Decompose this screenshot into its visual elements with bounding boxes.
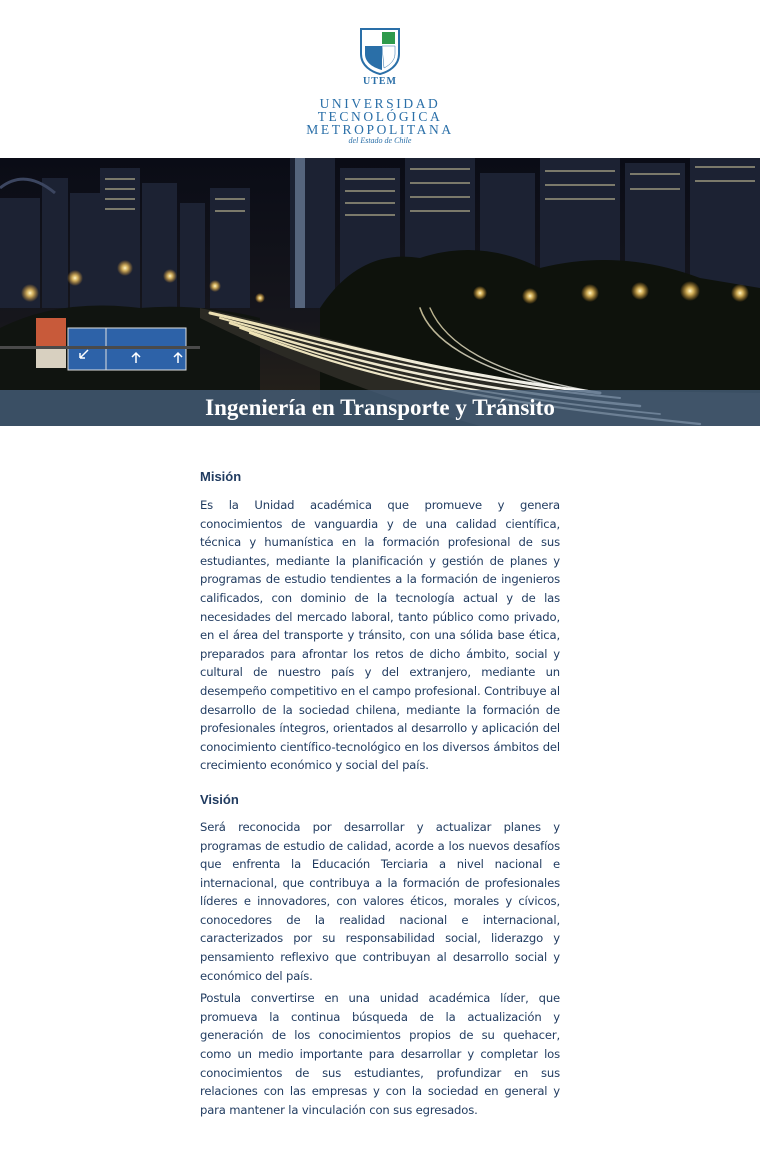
mision-heading: Misión (200, 469, 242, 484)
mision-paragraph: Es la Unidad académica que promueve y genera conocimientos de vanguardia y de una calidad científica, técnica y humanística en la formación profesional de sus estudiantes, mediante la planificación y gestión de planes y programas de estudio tendientes a la formación de ingenieros calificados, con dominio de la tecnología actual y de las necesidades del mercado laboral, tanto público como privado, en el área del transporte y tránsito, con una sólida base ética, preparados para afrontar los retos de dicho ámbito, social y cultural de nuestro país y del extranjero, mediante un desempeño competitivo en el campo profesional. Contribuye al desarrollo de la sociedad chilena, mediante la formación de profesionales íntegros, orientados al desarrollo y aplicación del conocimiento científico-tecnológico en los diversos ámbitos del crecimiento económico y social del país. (200, 498, 560, 773)
vision-heading: Visión (200, 791, 239, 807)
university-name-line-2: TECNOLÓGICA (317, 109, 443, 124)
main-content (200, 468, 560, 1119)
university-name-line-3: METROPOLITANA (306, 122, 454, 137)
hero-banner (0, 158, 760, 426)
university-subtitle: del Estado de Chile (348, 136, 412, 145)
vision-paragraph-1: Será reconocida por desarrollar y actualizar planes y programas de estudio de calidad, acorde a los nuevos desafíos que enfrenta la Educación Terciaria a nivel nacional e internacional, que contribuya a la formación de profesionales líderes e innovadores, con valores éticos, morales y cívicos, conocedores de la realidad nacional e internacional, caracterizados por su responsabilidad social, liderazgo y pensamiento reflexivo que contribuyan al desarrollo social y económico del país. (200, 819, 560, 983)
night-highway-image (0, 158, 760, 426)
university-name-line-1: UNIVERSIDAD (319, 96, 441, 111)
shield-logo-icon (358, 26, 402, 76)
vision-paragraph-2: Postula convertirse en una unidad académica líder, que promueva la continua búsqueda de la actualización y generación de los conocimientos propios de su quehacer, como un medio importante para desarrollar y completar los conocimientos de sus estudiantes, profundizar en sus relaciones con las empresas y con la sociedad en general y para mantener la vinculación con sus egresados. (200, 991, 560, 1117)
logo-abbreviation: UTEM (363, 76, 397, 87)
university-logo (0, 0, 760, 158)
page-title: Ingeniería en Transporte y Tránsito (205, 395, 555, 420)
